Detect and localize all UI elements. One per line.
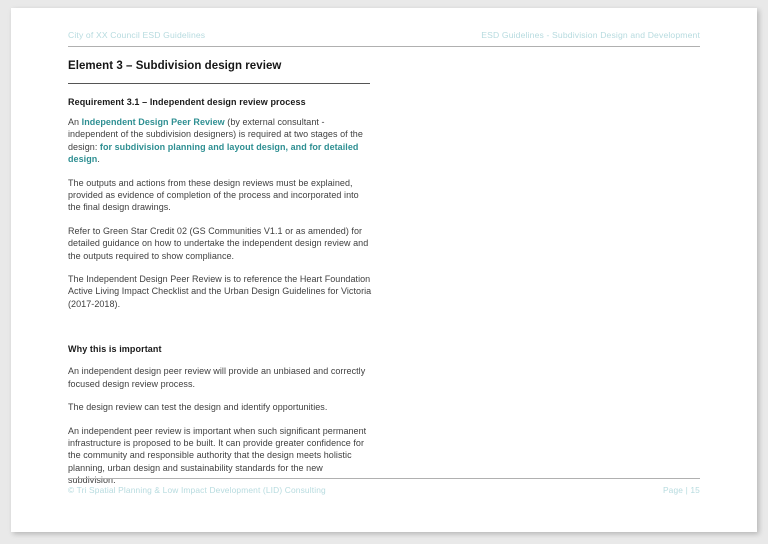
document-page (11, 8, 757, 532)
page-content-area (68, 30, 700, 487)
page-title: Element 3 – Subdivision design review (68, 60, 282, 72)
footer-page-number: Page | 15 (662, 485, 700, 495)
header-divider (68, 46, 700, 47)
req-para1-accent-2: for subdivision planning and layout design, and for detailed design (68, 141, 359, 165)
importance-heading: Why this is important (68, 344, 162, 355)
requirement-paragraph-2: The outputs and actions from these design reviews must be explained, provided as evidence of completion of the process and incorporated into the final design drawings. (68, 177, 359, 213)
requirement-paragraph-1 (68, 116, 372, 166)
req-para1-accent-1: Independent Design Peer Review (81, 117, 225, 127)
importance-paragraph-3: An independent peer review is important when such significant permanent infrastructure is proposed to be built. It can provide greater confidence for the community and responsible authority that the design meets holistic planning, urban design and sustainability standards for the new subdivision. (68, 425, 367, 486)
req-para1-segment-2: (by external consultant - independent of the subdivision designers) is required at two stages of the design: (68, 117, 363, 152)
footer-copyright-text: © Tri Spatial Planning & Low Impact Development (LID) Consulting (68, 485, 326, 495)
importance-paragraph-2: The design review can test the design and identify opportunities. (68, 402, 328, 413)
header-left-text: City of XX Council ESD Guidelines (68, 30, 206, 40)
req-para1-segment-1: An (68, 117, 82, 127)
req-para1-segment-3: . (97, 154, 100, 165)
requirement-paragraph-4: The Independent Design Peer Review is to reference the Heart Foundation Active Living Impact Checklist and the Urban Design Guidelines for Victoria (2017-2018). (68, 274, 372, 309)
footer-row (68, 485, 700, 495)
importance-paragraph-1: An independent design peer review will provide an unbiased and correctly focused design review process. (68, 366, 366, 389)
running-header (68, 30, 700, 46)
requirement-heading: Requirement 3.1 – Independent design review process (68, 97, 306, 107)
running-footer (68, 478, 700, 495)
title-divider (68, 83, 370, 84)
section-spacer (68, 321, 700, 344)
footer-divider (68, 478, 700, 479)
requirement-paragraph-3: Refer to Green Star Credit 02 (GS Communities V1.1 or as amended) for detailed guidance on how to undertake the independent design review and the outputs required to show compliance. (68, 225, 369, 261)
header-right-text: ESD Guidelines - Subdivision Design and Development (481, 30, 700, 40)
